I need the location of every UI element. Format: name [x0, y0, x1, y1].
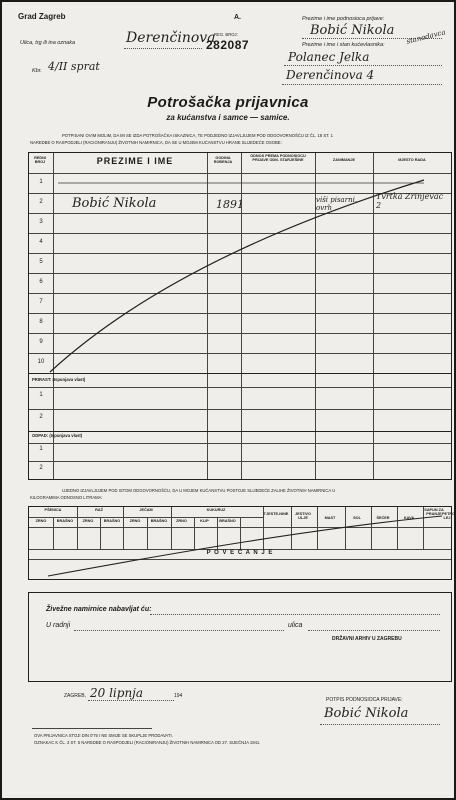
shop-ulica-label: ulica — [288, 622, 303, 629]
strike-line-table1 — [28, 152, 452, 480]
entry-job: viši pisarni. ovrh — [316, 196, 358, 212]
col-header-name: PREZIME I IME — [96, 156, 174, 166]
sub-brasno: BRAŠNO — [56, 519, 74, 523]
footnote-1: OVA PRIJAVNICA STOJI DIN 0'75 I NE SMIJE SE SKUPLJE PRODAVATI. — [34, 733, 173, 738]
form-letter: A. — [234, 14, 241, 21]
reg-number: 282087 — [206, 38, 250, 52]
landlord-dotline — [284, 65, 442, 66]
prirast-label: PRIRAST: (Ispunjava vlast) — [32, 377, 86, 382]
document-page — [2, 2, 454, 798]
date-dotline — [88, 700, 174, 701]
povecanje-label: P O V E Ć A N J E — [206, 550, 274, 556]
row-number: 4 — [39, 239, 43, 245]
entry-workplace: Tvrtka Zrinjevac 2 — [376, 192, 444, 210]
col-header-job: ZANIMANJE — [332, 158, 356, 162]
street-value: Derenčinova — [126, 30, 216, 46]
row-number: 3 — [39, 219, 43, 225]
archive-stamp: DRŽAVNI ARHIV U ZAGREBU — [332, 636, 402, 642]
col-mast: MAST — [324, 516, 336, 520]
sub-zrno: ZRNO — [35, 519, 47, 523]
landlord-extra: stanodavca — [405, 28, 447, 46]
reg-label: REG. BROJ: — [214, 32, 238, 37]
form-subtitle: za kućanstva i samce — samice. — [166, 113, 290, 122]
applicant-name: Bobić Nikola — [310, 23, 395, 38]
col-secer: ŠEĆER — [376, 516, 390, 520]
col-header-relation: ODNOS PREMA PODNOSIOCU PRIJAVE ODN. STARJEŠINE — [250, 154, 306, 163]
date-handwritten: 20 lipnja — [90, 686, 144, 700]
col-raz: RAŽ — [95, 508, 103, 512]
entry-name: Bobić Nikola — [72, 196, 157, 211]
row-number: 6 — [39, 279, 43, 285]
landlord-name: Polanec Jelka — [288, 50, 370, 64]
sub-brasno: BRAŠNO — [150, 519, 168, 523]
odpad-row: 2 — [39, 465, 43, 471]
col-kava: KAVA — [403, 516, 415, 520]
col-jecam: JEČAM — [139, 508, 153, 512]
signature-label: POTPIS PODNOSIOCA PRIJAVE: — [326, 697, 403, 703]
footnote-2: OZNAKAC K ČL. 3 ST. 5 NAREDBE O RASPODJELI (RACIONIRANJU) ŽIVOTNIH NAMIRNICA OD 27. SIJEČNJA 1941. — [34, 740, 261, 745]
row-number: 7 — [39, 299, 43, 305]
landlord-label: Prezime i ime i stan kućevlasnika: — [302, 42, 385, 48]
landlord-street-dotline — [282, 84, 442, 85]
col-tjestenine: TJESTE-NINE — [263, 512, 289, 516]
col-header-workplace: MJESTO RADA — [398, 158, 426, 162]
col-kukuruz: KUKURUZ — [206, 508, 226, 512]
city-label: Grad Zagreb — [18, 12, 66, 21]
row-number: 10 — [37, 359, 45, 365]
year-suffix: 194 — [174, 693, 183, 699]
shop-label: Živežne namirnice nabavljat ću: — [46, 606, 152, 613]
row-number: 5 — [39, 259, 43, 265]
applicant-label: Prezime i ime podnosioca prijave: — [302, 16, 385, 22]
sub-brasno: BRAŠNO — [219, 519, 236, 523]
signature-handwritten: Bobić Nikola — [324, 706, 409, 721]
row-number: 8 — [39, 319, 43, 325]
footnote-rule — [32, 728, 152, 729]
sub-zrno: ZRNO — [129, 519, 141, 523]
intro-line-2: NAREDBE O RASPODJELI (RACIONIRANJU) ŽIVOTNIH NAMIRNICA, DA SE U MOJEM KUĆANSTVU HRANE SLIJEDEĆE OSOBE: — [30, 140, 282, 145]
sub-klip: KLIP — [200, 519, 209, 523]
strike-line-table2 — [28, 506, 456, 580]
prirast-row: 2 — [39, 414, 43, 420]
shop-ulica-dotline — [308, 630, 440, 631]
col-psenica: PŠENICA — [44, 508, 62, 512]
street-label: Ulica, trg ili ina oznaka — [20, 40, 76, 46]
declaration-line-2: KILOGRAMIMA ODNOSNO LITRAMA: — [30, 495, 103, 500]
odpad-row: 1 — [39, 446, 43, 452]
row-number: 1 — [39, 179, 43, 185]
signature-dotline — [320, 724, 440, 725]
col-sol: SOL — [353, 516, 361, 520]
col-sapun: SAPUN ZA PRANJE — [424, 508, 444, 517]
sub-brasno: BRAŠNO — [103, 519, 121, 523]
odpad-label: ODPAD: (Ispunjava vlast) — [32, 433, 83, 438]
sub-zrno: ZRNO — [82, 519, 94, 523]
kbr-value: 4/II sprat — [48, 60, 100, 73]
shop-dotline — [150, 614, 440, 615]
intro-line-1: POTPISANI OVIM MOLIM, DA MI SE IZDA POTROŠAČKA ISKAZNICA, TE PODJEDNO IZJAVLJUJEM POD ODGOVORNOŠĆU IZ ČL. 18 ST. 1 — [62, 133, 333, 138]
entry-year: 1891 — [216, 198, 244, 211]
kbr-label: Kbr. — [32, 68, 42, 74]
prirast-row: 1 — [39, 392, 43, 398]
landlord-street: Derenčinova 4 — [286, 68, 375, 82]
col-header-year: GODINA ROĐENJA — [213, 156, 233, 165]
col-petrolej: PETRO-LEJ — [442, 512, 456, 521]
street-dotline — [124, 48, 202, 49]
shop-radnja-dotline — [74, 630, 284, 631]
form-title: Potrošačka prijavnica — [147, 94, 309, 111]
col-header-no: REDNI BROJ — [34, 156, 46, 165]
declaration-line-1: UJEDNO IZJAVLJUJEM POD ISTOM ODGOVORNOŠĆU, DA U MOJEM KUĆANSTVU POSTOJE SLIJEDEĆE ZALIHE ŽIVOTNIH NAMIRNICA U — [62, 488, 336, 493]
row-number: 2 — [39, 199, 43, 205]
shop-radnja-label: U radnji — [46, 622, 71, 629]
col-ulje: JESTIVO ULJE — [294, 512, 312, 521]
row-number: 9 — [39, 339, 43, 345]
place-label: ZAGREB, — [64, 693, 86, 699]
sub-zrno: ZRNO — [176, 519, 187, 523]
